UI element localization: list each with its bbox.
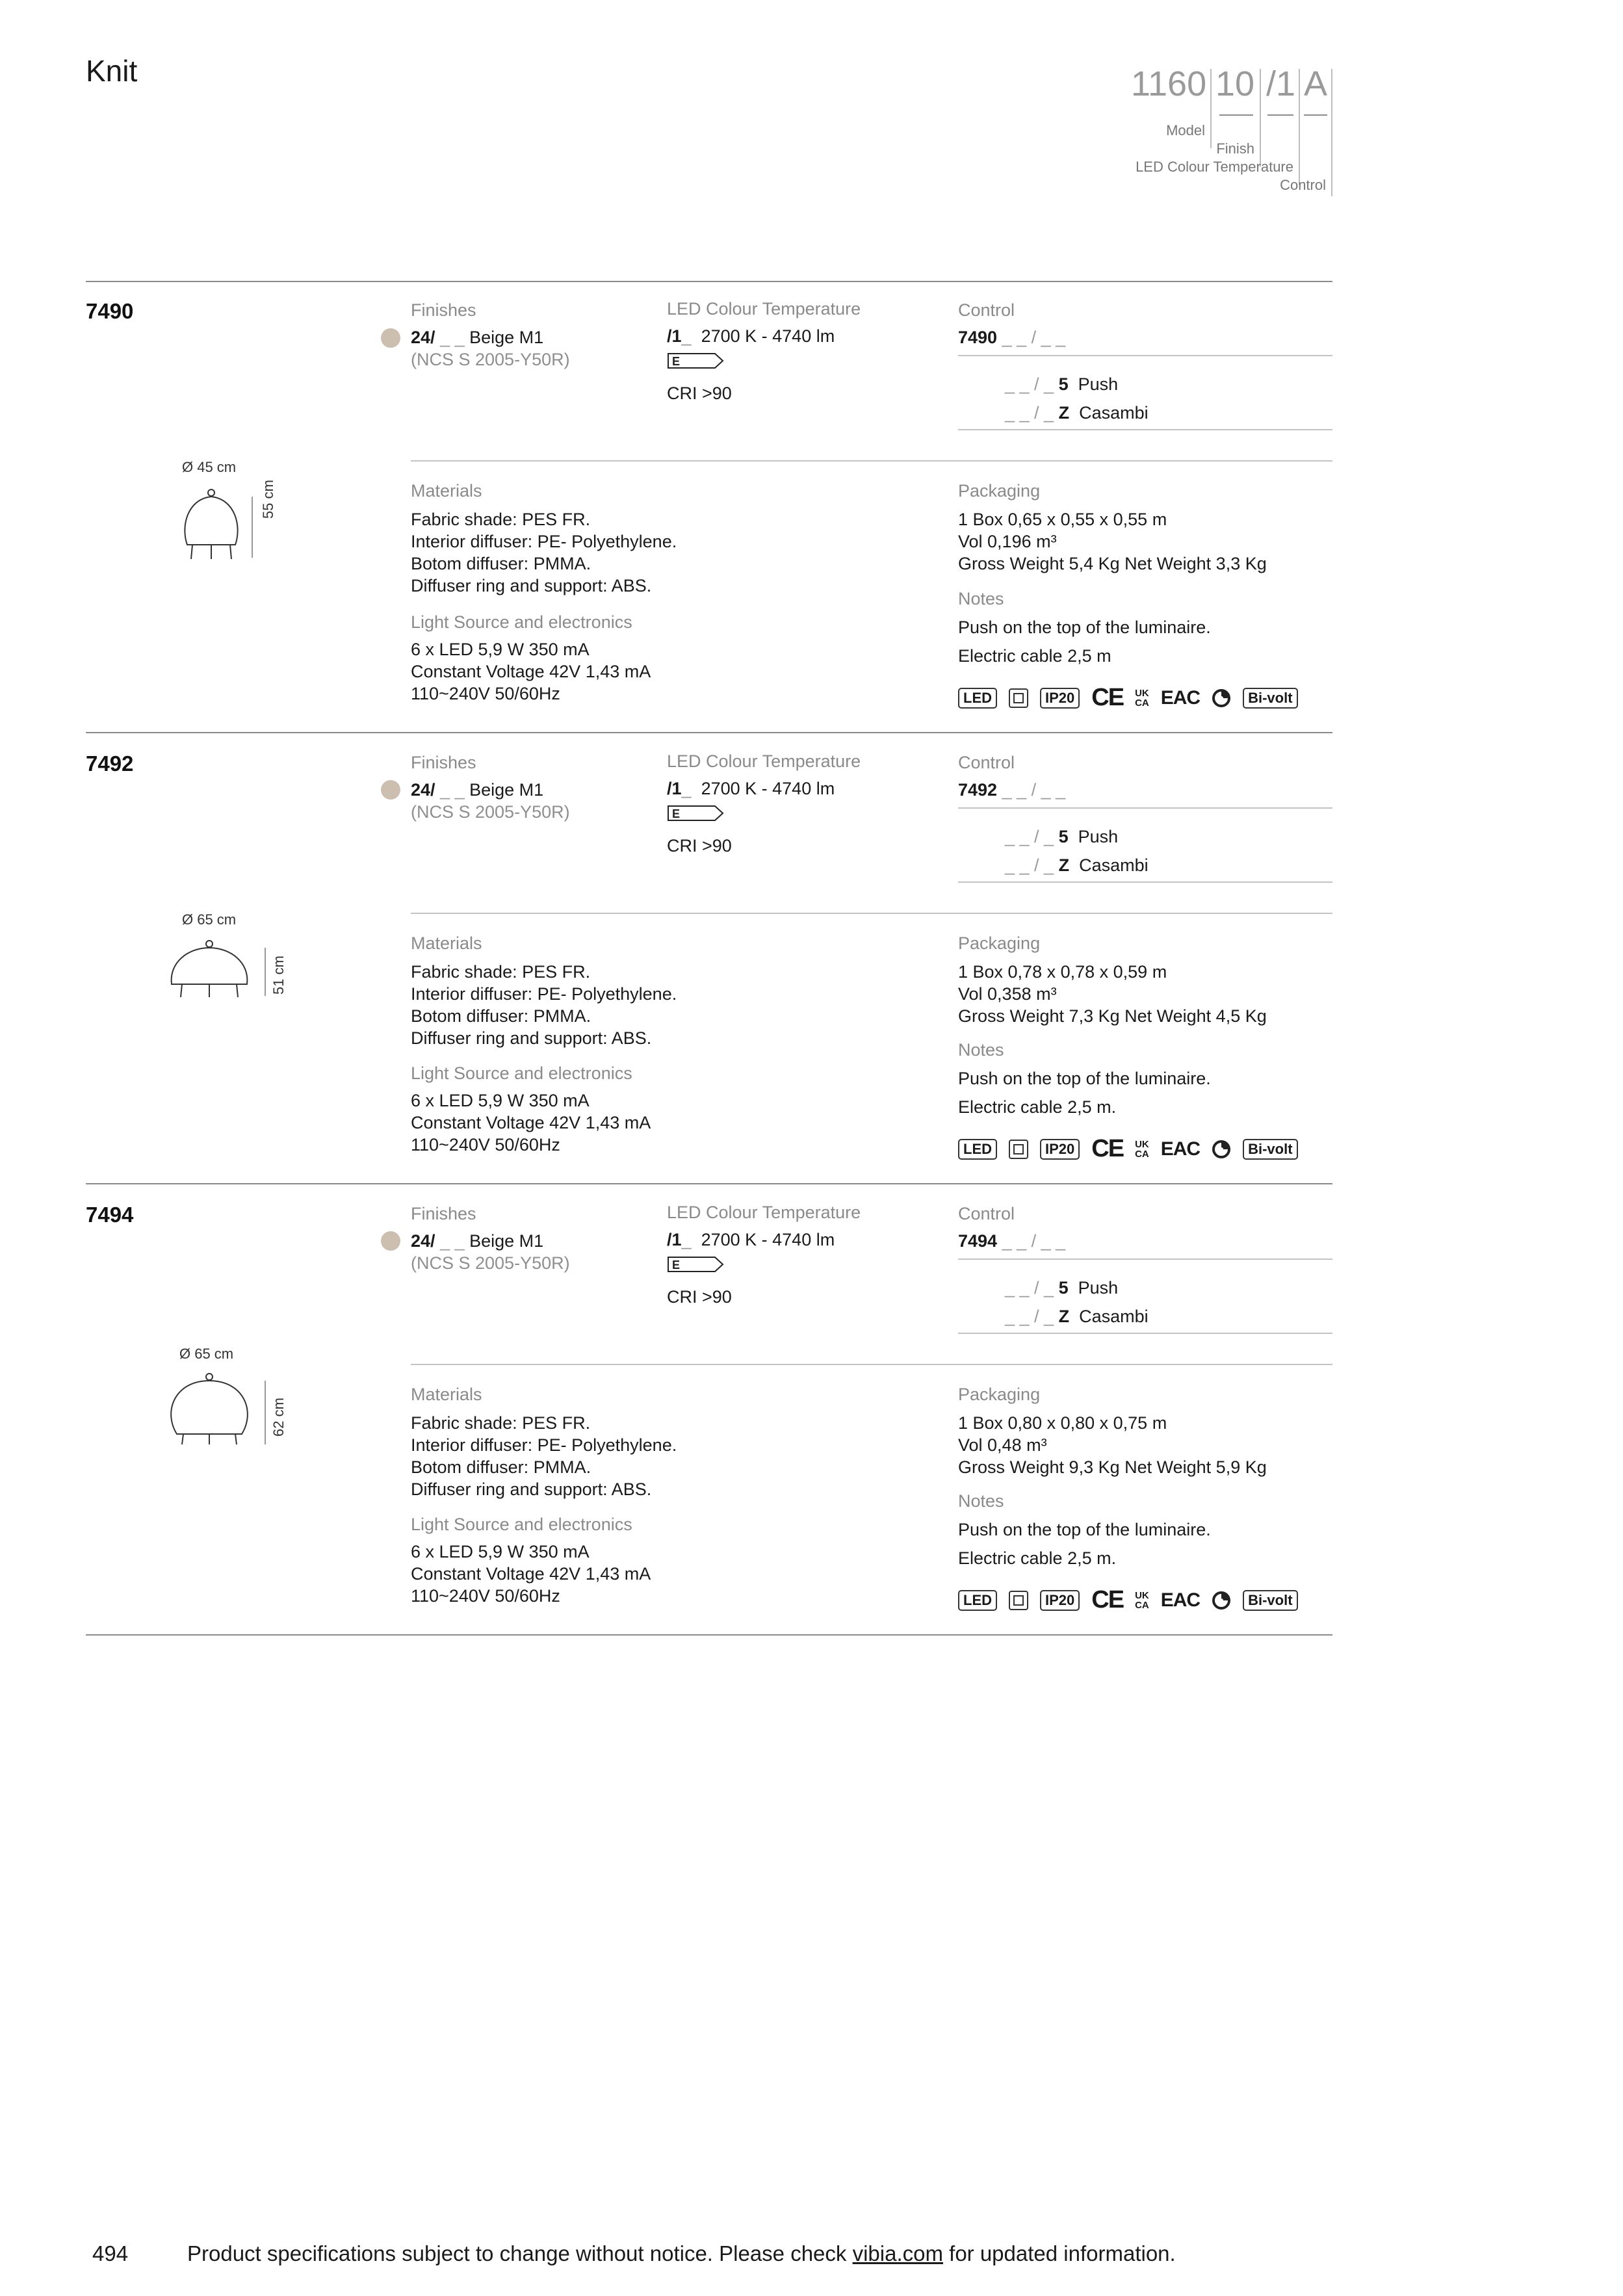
finish-swatch xyxy=(381,780,400,800)
eac-mark-icon: EAC xyxy=(1160,686,1201,709)
materials-list: Fabric shade: PES FR. Interior diffuser: PE- Polyethylene. Botom diffuser: PMMA. Diffuser ring and support: ABS. xyxy=(411,1413,677,1499)
ip20-icon: IP20 xyxy=(1040,1590,1080,1611)
led-option: /1_ 2700 K - 4740 lm xyxy=(667,1230,835,1249)
class-ii-icon xyxy=(1009,1140,1028,1159)
svg-text:E: E xyxy=(672,355,681,368)
legend-label-control: Control xyxy=(1280,177,1326,193)
class-ii-icon xyxy=(1009,688,1028,708)
control-option-casambi: _ _ / _ Z Casambi xyxy=(1005,855,1149,875)
led-icon: LED xyxy=(958,688,997,709)
materials-list: Fabric shade: PES FR. Interior diffuser: PE- Polyethylene. Botom diffuser: PMMA. Diffuser ring and support: ABS. xyxy=(411,962,677,1048)
certification-icons xyxy=(958,684,1298,712)
control-label: Control xyxy=(958,300,1015,320)
finish-option: 24/ _ _ Beige M1 (NCS S 2005-Y50R) xyxy=(411,780,570,822)
cri-value: CRI >90 xyxy=(667,836,732,855)
eac-mark-icon: EAC xyxy=(1160,1138,1201,1160)
led-icon: LED xyxy=(958,1590,997,1611)
packaging-list: 1 Box 0,78 x 0,78 x 0,59 m Vol 0,358 m³ Gross Weight 7,3 Kg Net Weight 4,5 Kg xyxy=(958,962,1267,1026)
height-label: 51 cm xyxy=(270,956,287,995)
packaging-label: Packaging xyxy=(958,481,1041,501)
class-ii-icon xyxy=(1009,1591,1028,1610)
materials-list: Fabric shade: PES FR. Interior diffuser: PE- Polyethylene. Botom diffuser: PMMA. Diffuser ring and support: ABS. xyxy=(411,510,677,595)
bi-volt-icon: Bi-volt xyxy=(1243,1590,1297,1611)
ce-mark-icon: CE xyxy=(1091,684,1124,711)
legend-segment-model: 1160 xyxy=(1131,64,1207,103)
light-source-list: 6 x LED 5,9 W 350 mA Constant Voltage 42V 1,43 mA 110~240V 50/60Hz xyxy=(411,640,651,703)
legend-label-finish: Finish xyxy=(1216,140,1254,157)
light-source-label: Light Source and electronics xyxy=(411,612,632,632)
energy-label-icon xyxy=(667,1256,725,1273)
ce-mark-icon: CE xyxy=(1091,1135,1124,1162)
ip20-icon: IP20 xyxy=(1040,688,1080,709)
casambi-icon xyxy=(1212,688,1231,708)
eac-mark-icon: EAC xyxy=(1160,1589,1201,1611)
notes-label: Notes xyxy=(958,589,1004,608)
packaging-list: 1 Box 0,65 x 0,55 x 0,55 m Vol 0,196 m³ Gross Weight 5,4 Kg Net Weight 3,3 Kg xyxy=(958,510,1267,573)
control-code: 7492 _ _ / _ _ xyxy=(958,780,1066,800)
legend-label-model: Model xyxy=(1166,122,1205,138)
control-code: 7490 _ _ / _ _ xyxy=(958,328,1066,347)
control-option-casambi: _ _ / _ Z Casambi xyxy=(1005,403,1149,423)
control-label: Control xyxy=(958,1204,1015,1223)
led-option: /1_ 2700 K - 4740 lm xyxy=(667,326,835,346)
notes-line-1: Push on the top of the luminaire. xyxy=(958,1069,1211,1088)
diameter-label: Ø 65 cm xyxy=(182,911,237,928)
finishes-label: Finishes xyxy=(411,1204,476,1223)
legend-label-led: LED Colour Temperature xyxy=(1136,159,1293,175)
casambi-icon xyxy=(1212,1591,1231,1610)
diameter-label: Ø 45 cm xyxy=(182,459,237,475)
control-label: Control xyxy=(958,753,1015,772)
control-option-push: _ _ / _ 5 Push xyxy=(1005,827,1119,846)
packaging-label: Packaging xyxy=(958,1385,1041,1404)
ip20-icon: IP20 xyxy=(1040,1139,1080,1160)
led-option: /1_ 2700 K - 4740 lm xyxy=(667,779,835,798)
notes-line-2: Electric cable 2,5 m. xyxy=(958,1548,1117,1568)
led-label: LED Colour Temperature xyxy=(667,751,861,771)
led-label: LED Colour Temperature xyxy=(667,1203,861,1222)
bi-volt-icon: Bi-volt xyxy=(1243,688,1297,709)
page-title: Knit xyxy=(86,54,138,88)
finishes-label: Finishes xyxy=(411,300,476,320)
energy-label-icon xyxy=(667,805,725,822)
product-code: 7490 xyxy=(86,299,134,323)
notes-line-1: Push on the top of the luminaire. xyxy=(958,618,1211,637)
bi-volt-icon: Bi-volt xyxy=(1243,1139,1297,1160)
cri-value: CRI >90 xyxy=(667,384,732,403)
diameter-label: Ø 65 cm xyxy=(179,1346,234,1362)
control-code: 7494 _ _ / _ _ xyxy=(958,1231,1066,1251)
light-source-label: Light Source and electronics xyxy=(411,1063,632,1083)
materials-label: Materials xyxy=(411,1385,482,1404)
ukca-mark-icon: UK CA xyxy=(1135,1589,1149,1611)
light-source-list: 6 x LED 5,9 W 350 mA Constant Voltage 42V 1,43 mA 110~240V 50/60Hz xyxy=(411,1091,651,1155)
packaging-label: Packaging xyxy=(958,933,1041,953)
notes-label: Notes xyxy=(958,1040,1004,1060)
legend-segment-led: /1 xyxy=(1266,64,1296,103)
svg-text:E: E xyxy=(672,1259,681,1272)
led-icon: LED xyxy=(958,1139,997,1160)
control-option-push: _ _ / _ 5 Push xyxy=(1005,1278,1119,1298)
page-number: 494 xyxy=(92,2241,129,2265)
product-code: 7492 xyxy=(86,751,134,776)
legend-segment-control: A xyxy=(1304,64,1328,103)
control-option-push: _ _ / _ 5 Push xyxy=(1005,374,1119,394)
control-option-casambi: _ _ / _ Z Casambi xyxy=(1005,1307,1149,1326)
certification-icons xyxy=(958,1135,1298,1163)
finish-option: 24/ _ _ Beige M1 (NCS S 2005-Y50R) xyxy=(411,1231,570,1273)
materials-label: Materials xyxy=(411,481,482,501)
finish-option: 24/ _ _ Beige M1 (NCS S 2005-Y50R) xyxy=(411,328,570,369)
svg-text:E: E xyxy=(672,807,681,820)
light-source-label: Light Source and electronics xyxy=(411,1515,632,1534)
ukca-mark-icon: UK CA xyxy=(1135,1138,1149,1160)
casambi-icon xyxy=(1212,1140,1231,1159)
notes-label: Notes xyxy=(958,1491,1004,1511)
finishes-label: Finishes xyxy=(411,753,476,772)
notes-line-1: Push on the top of the luminaire. xyxy=(958,1520,1211,1539)
energy-label-icon xyxy=(667,352,725,369)
notes-line-2: Electric cable 2,5 m xyxy=(958,646,1111,666)
finish-swatch xyxy=(381,1231,400,1251)
packaging-list: 1 Box 0,80 x 0,80 x 0,75 m Vol 0,48 m³ Gross Weight 9,3 Kg Net Weight 5,9 Kg xyxy=(958,1413,1267,1477)
height-label: 62 cm xyxy=(270,1398,287,1437)
ukca-mark-icon: UK CA xyxy=(1135,687,1149,709)
footer-disclaimer: Product specifications subject to change without notice. Please check vibia.com for updated information. xyxy=(187,2241,1176,2265)
vibia-link[interactable]: vibia.com xyxy=(852,2241,943,2265)
materials-label: Materials xyxy=(411,933,482,953)
certification-icons xyxy=(958,1586,1298,1614)
product-code: 7494 xyxy=(86,1203,134,1227)
finish-swatch xyxy=(381,328,400,348)
cri-value: CRI >90 xyxy=(667,1287,732,1307)
legend-segment-finish: 10 xyxy=(1215,64,1255,103)
notes-line-2: Electric cable 2,5 m. xyxy=(958,1097,1117,1117)
height-label: 55 cm xyxy=(260,480,276,519)
ce-mark-icon: CE xyxy=(1091,1586,1124,1613)
light-source-list: 6 x LED 5,9 W 350 mA Constant Voltage 42V 1,43 mA 110~240V 50/60Hz xyxy=(411,1542,651,1606)
led-label: LED Colour Temperature xyxy=(667,299,861,319)
